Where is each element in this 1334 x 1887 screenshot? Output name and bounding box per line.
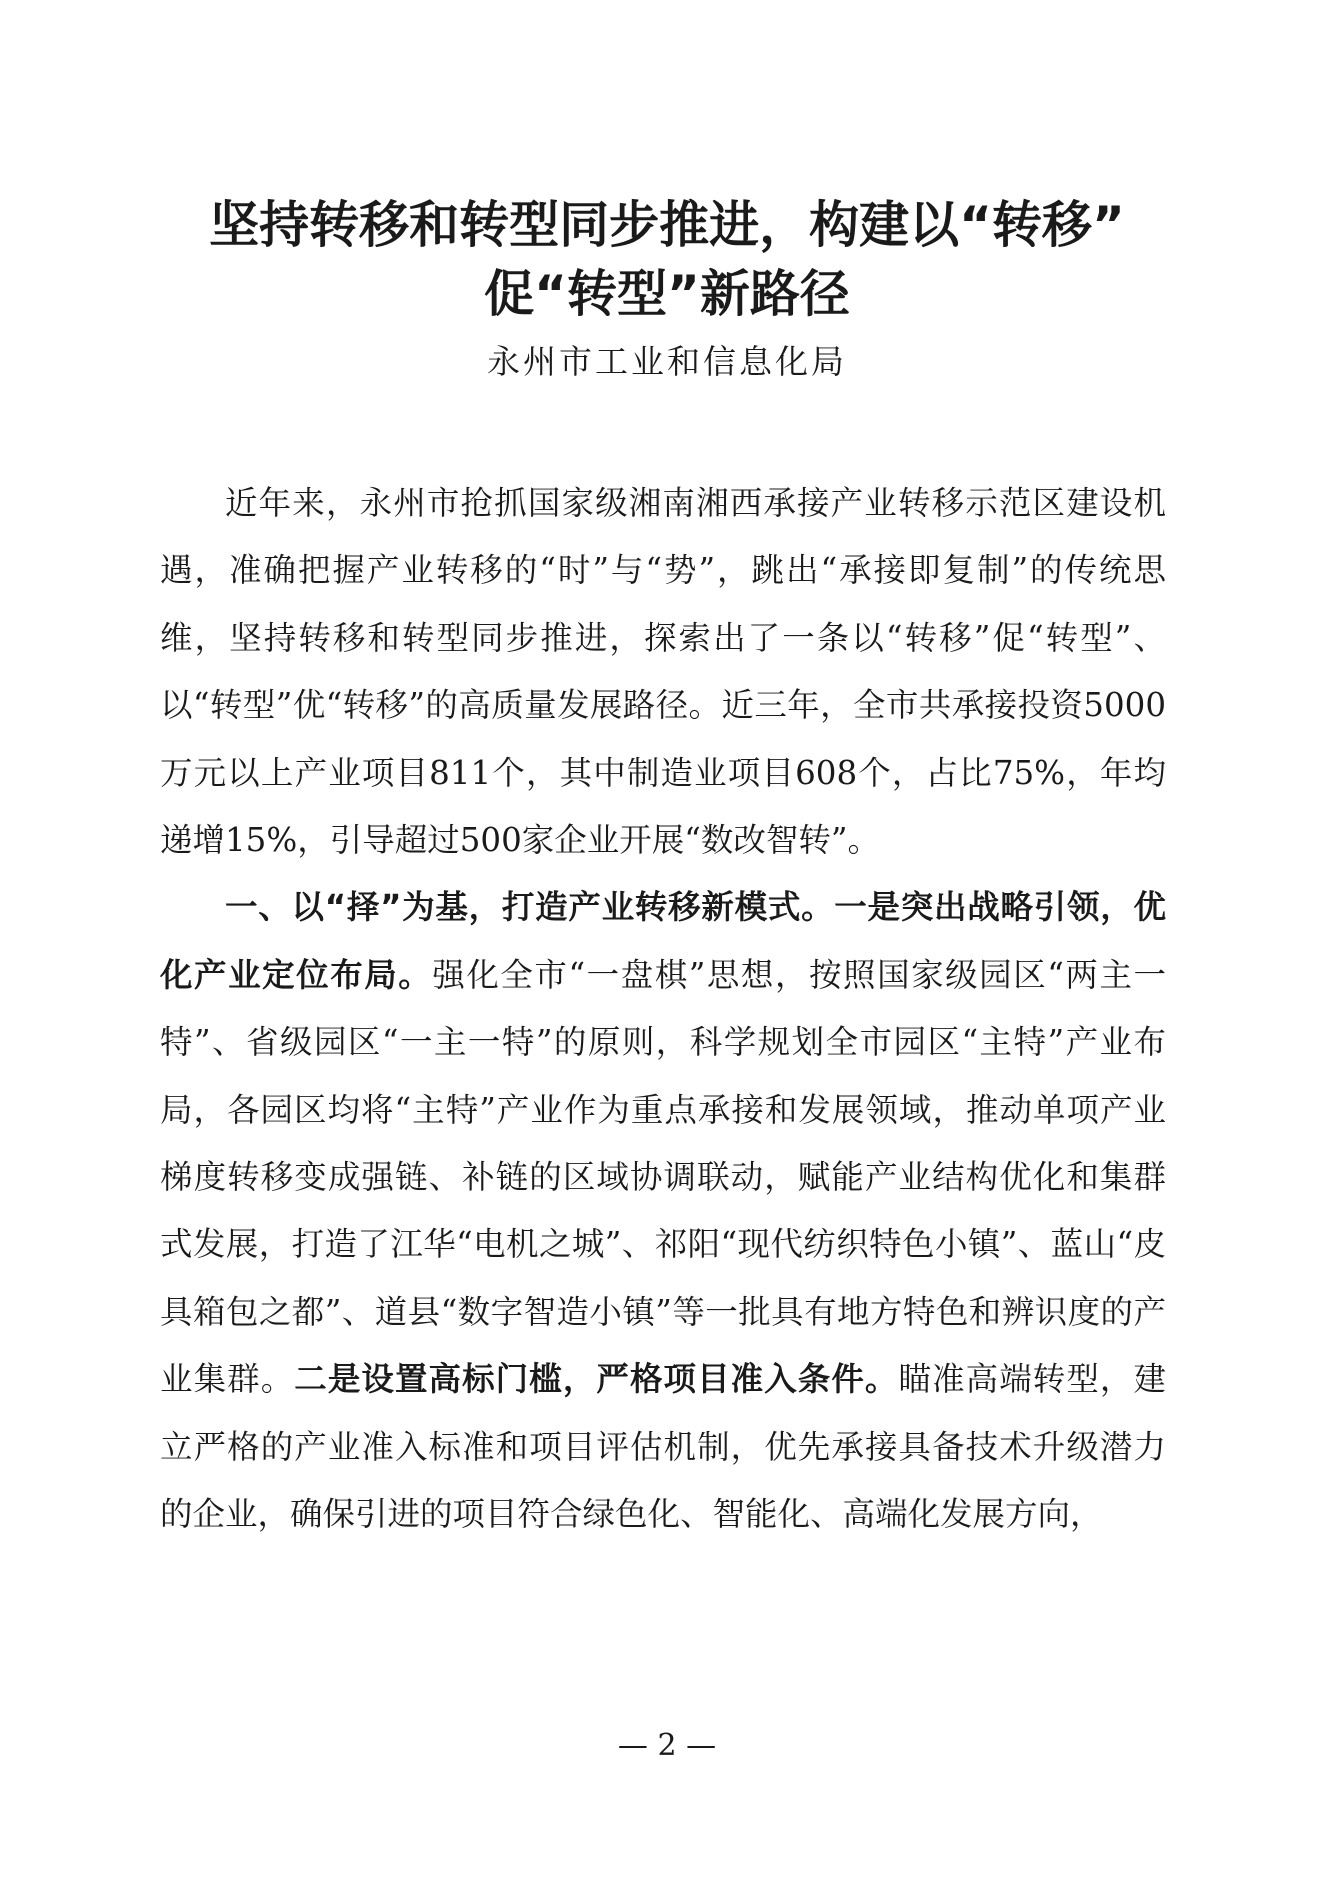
page-number: — 2 — [617,1728,717,1763]
section-one-text: 强化全市“一盘棋”思想，按照国家级园区“两主一特”、省级园区“一主一特”的原则，科学规划全市园区“主特”产业布局，各园区均将“主特”产业作为重点承接和发展领域，推动单项产业梯度转移变成强链、补链的区域协调联动，赋能产业结构优化和集群式发展，打造了江华“电机之城”、祁阳“现代纺织特色小镇”、蓝山“皮具箱包之都”、道县“数字智造小镇”等一批具有地方特色和辨识度的产业集群。 [160,955,1166,1399]
document-body [160,470,1166,1549]
document-title-line-2: 促“转型”新路径 [484,265,850,323]
document-title-line-1: 坚持转移和转型同步推进，构建以“转移” [209,196,1125,254]
section-one-paragraph [160,874,1166,1548]
point-two-text: 瞄准高端转型，建立严格的产业准入标准和项目评估机制，优先承接具备技术升级潜力的企业，确保引进的项目符合绿色化、智能化、高端化发展方向， [160,1360,1166,1534]
author-organization: 永州市工业和信息化局 [487,342,847,381]
intro-paragraph: 近年来，永州市抢抓国家级湘南湘西承接产业转移示范区建设机遇，准确把握产业转移的“时”与“势”，跳出“承接即复制”的传统思维，坚持转移和转型同步推进，探索出了一条以“转移”促“转型”、以“转型”优“转移”的高质量发展路径。近三年，全市共承接投资5000万元以上产业项目811个，其中制造业项目608个，占比75%，年均递增15%，引导超过500家企业开展“数改智转”。 [160,484,1166,860]
point-two-heading: 二是设置高标门槛，严格项目准入条件。 [294,1360,899,1399]
section-one-heading: 一、以“择”为基，打造产业转移新模式。一是突出战略引领，优化产业定位布局。 [160,888,1166,994]
